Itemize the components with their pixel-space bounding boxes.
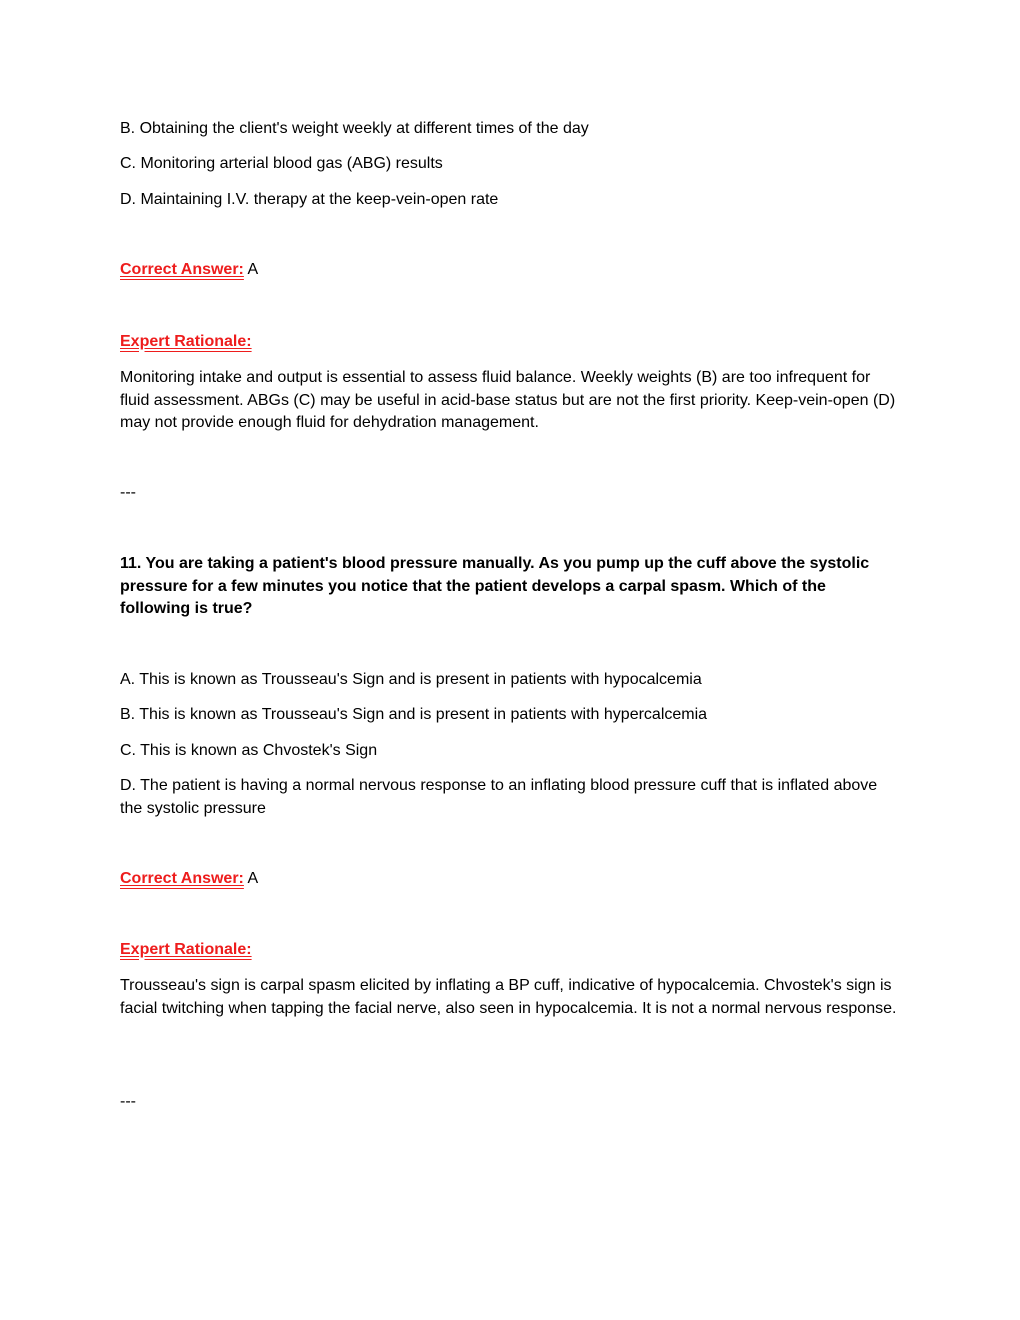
rationale-label: Expert Rationale: — [120, 333, 252, 350]
separator: --- — [120, 1093, 136, 1110]
correct-answer-value: A — [247, 870, 259, 887]
correct-answer-label: Correct Answer: — [120, 261, 244, 278]
q10-rationale-text: Monitoring intake and output is essential to assess fluid balance. Weekly weights (B) are too infrequent for fluid assessment. ABGs (C) may be useful in acid-base status but are not the first priority. Keep-vein-open (D) may not provide enough fluid for dehydration management. — [120, 369, 896, 431]
q11-option-c: C. This is known as Chvostek's Sign — [120, 742, 378, 759]
q10-option-d: D. Maintaining I.V. therapy at the keep-vein-open rate — [120, 191, 499, 208]
q10-option-b: B. Obtaining the client's weight weekly at different times of the day — [120, 120, 589, 137]
q11-rationale-heading — [120, 939, 900, 962]
q11-rationale-text: Trousseau's sign is carpal spasm elicited by inflating a BP cuff, indicative of hypocalcemia. Chvostek's sign is facial twitching when tapping the facial nerve, also seen in hypocalcemia. It is not a normal nervous response. — [120, 977, 897, 1017]
separator: --- — [120, 484, 136, 501]
q10-rationale-heading — [120, 331, 900, 354]
q10-option-c: C. Monitoring arterial blood gas (ABG) results — [120, 155, 443, 172]
q11-option-a: A. This is known as Trousseau's Sign and is present in patients with hypocalcemia — [120, 671, 702, 688]
q11-correct-answer — [120, 868, 900, 891]
q11-option-b: B. This is known as Trousseau's Sign and is present in patients with hypercalcemia — [120, 706, 708, 723]
q11-question: 11. You are taking a patient's blood pressure manually. As you pump up the cuff above the systolic pressure for a few minutes you notice that the patient develops a carpal spasm. Which of the following is true? — [120, 555, 870, 617]
correct-answer-label: Correct Answer: — [120, 870, 244, 887]
rationale-label: Expert Rationale: — [120, 941, 252, 958]
q11-option-d: D. The patient is having a normal nervous response to an inflating blood pressure cuff that is inflated above the systolic pressure — [120, 777, 878, 817]
correct-answer-value: A — [247, 261, 259, 278]
q10-correct-answer — [120, 259, 900, 282]
